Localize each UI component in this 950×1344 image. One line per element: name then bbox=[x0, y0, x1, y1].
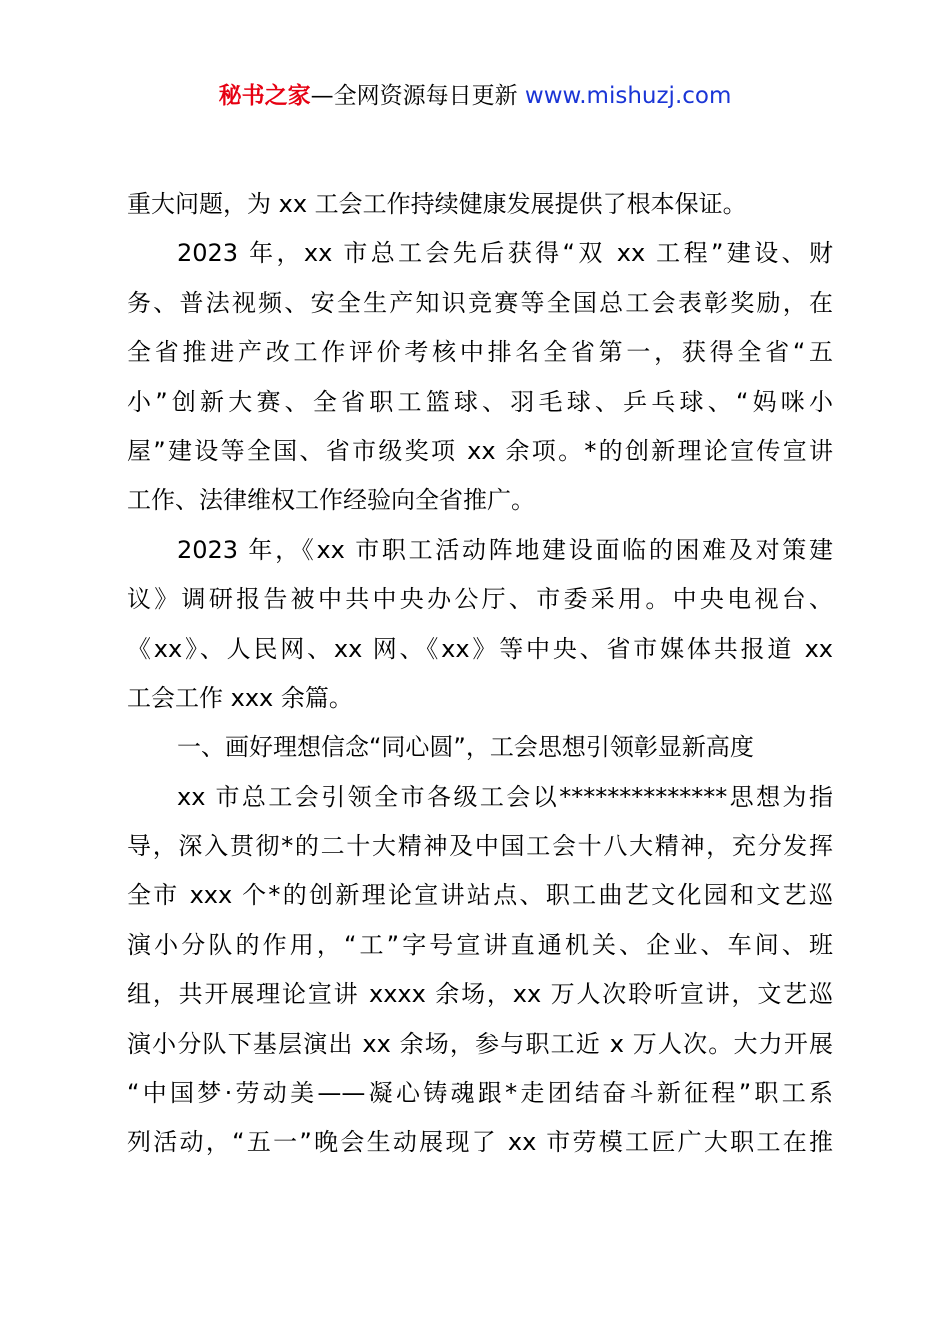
brand-name: 秘书之家 bbox=[218, 83, 311, 109]
paragraph-line: 演小分队的作用，“工”字号宣讲直通机关、企业、车间、班 bbox=[127, 930, 833, 959]
paragraph-line: 屋”建设等全国、省市级奖项 xx 余项。*的创新理论宣传宣讲 bbox=[127, 436, 833, 465]
paragraph-line: 小”创新大赛、全省职工篮球、羽毛球、乒乓球、“妈咪小 bbox=[127, 387, 833, 416]
paragraph-line: 工会工作 xxx 余篇。 bbox=[127, 683, 353, 712]
paragraph-line: 列活动，“五一”晚会生动展现了 xx 市劳模工匠广大职工在推 bbox=[127, 1128, 833, 1157]
paragraph-line: 《xx》、人民网、xx 网、《xx》等中央、省市媒体共报道 xx bbox=[127, 634, 833, 663]
website-link[interactable]: www.mishuzj.com bbox=[524, 83, 732, 109]
paragraph-line: “中国梦·劳动美——凝心铸魂跟*走团结奋斗新征程”职工系 bbox=[127, 1079, 833, 1108]
paragraph-line: 全省推进产改工作评价考核中排名全省第一，获得全省“五 bbox=[127, 338, 833, 367]
paragraph-line: 议》调研报告被中共中央办公厅、市委采用。中央电视台、 bbox=[127, 585, 833, 614]
header-slogan: —全网资源每日更新 bbox=[310, 83, 525, 109]
page-header bbox=[0, 80, 950, 112]
paragraph-line: 工作、法律维权工作经验向全省推广。 bbox=[127, 486, 535, 515]
document-body bbox=[127, 180, 833, 1168]
paragraph-line: 务、普法视频、安全生产知识竞赛等全国总工会表彰奖励，在 bbox=[127, 288, 833, 317]
paragraph-line: 重大问题，为 xx 工会工作持续健康发展提供了根本保证。 bbox=[127, 190, 747, 218]
paragraph-line: 演小分队下基层演出 xx 余场，参与职工近 x 万人次。大力开展 bbox=[127, 1029, 833, 1058]
paragraph-line: 导，深入贯彻*的二十大精神及中国工会十八大精神，充分发挥 bbox=[127, 832, 833, 861]
paragraph-line: 组，共开展理论宣讲 xxxx 余场，xx 万人次聆听宣讲，文艺巡 bbox=[127, 980, 833, 1009]
section-heading: 一、画好理想信念“同心圆”，工会思想引领彰显新高度 bbox=[177, 733, 754, 762]
paragraph-line: 2023 年，xx 市总工会先后获得“双 xx 工程”建设、财 bbox=[177, 239, 833, 268]
paragraph-line: 全市 xxx 个*的创新理论宣讲站点、职工曲艺文化园和文艺巡 bbox=[127, 881, 833, 910]
paragraph-line: 2023 年，《xx 市职工活动阵地建设面临的困难及对策建 bbox=[177, 535, 833, 564]
paragraph-line: xx 市总工会引领全市各级工会以**************思想为指 bbox=[177, 782, 833, 811]
